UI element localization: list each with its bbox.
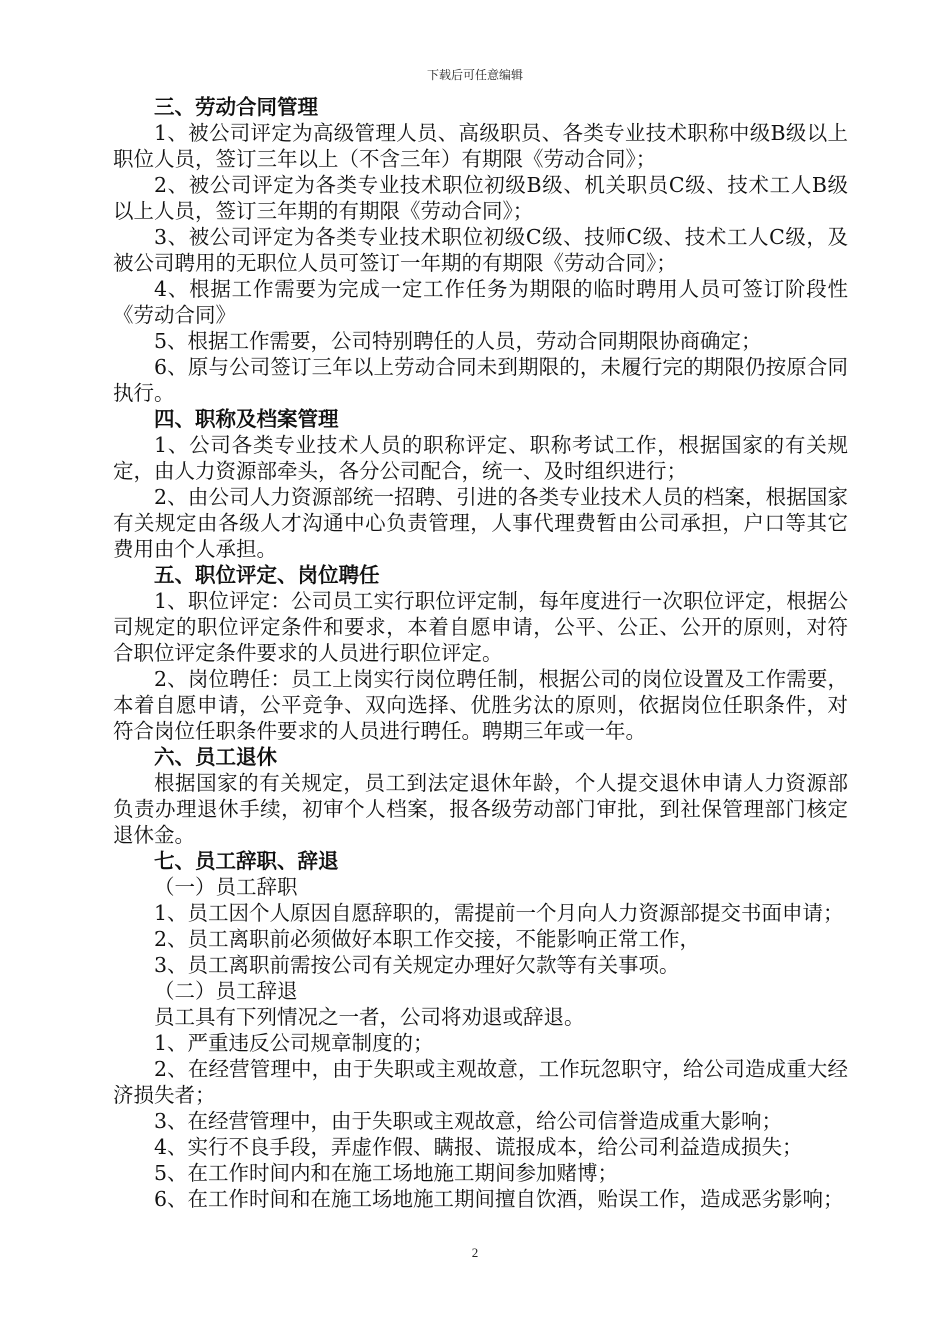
paragraph: 1、公司各类专业技术人员的职称评定、职称考试工作，根据国家的有关规定，由人力资源部牵头，各分公司配合，统一、及时组织进行； [113,433,848,483]
page-header: 下载后可任意编辑 [426,68,523,82]
paragraph: 员工具有下列情况之一者，公司将劝退或辞退。 [154,1005,585,1029]
paragraph: 3、被公司评定为各类专业技术职位初级C级、技师C级、技术工人C级，及被公司聘用的无职位人员可签订一年期的有期限《劳动合同》； [113,225,848,275]
section-title: 七、员工辞职、辞退 [154,849,339,873]
section-title: 六、员工退休 [154,745,277,769]
subsection-title: （二）员工辞退 [154,979,298,1003]
paragraph: 6、在工作时间和在施工场地施工期间擅自饮酒，贻误工作，造成恶劣影响； [154,1187,844,1211]
paragraph: 1、被公司评定为高级管理人员、高级职员、各类专业技术职称中级B级以上职位人员，签订三年以上（不含三年）有期限《劳动合同》； [113,121,848,171]
paragraph: 3、在经营管理中，由于失职或主观故意，给公司信誉造成重大影响； [154,1109,783,1133]
paragraph: 根据国家的有关规定，员工到法定退休年龄，个人提交退休申请人力资源部负责办理退休手续，初审个人档案，报各级劳动部门审批，到社保管理部门核定退休金。 [113,771,848,847]
paragraph: 2、岗位聘任：员工上岗实行岗位聘任制，根据公司的岗位设置及工作需要，本着自愿申请，公平竞争、双向选择、优胜劣汰的原则，依据岗位任职条件，对符合岗位任职条件要求的人员进行聘任。聘期三年或一年。 [113,667,848,743]
section-title: 五、职位评定、岗位聘任 [154,563,380,587]
paragraph: 4、实行不良手段，弄虚作假、瞒报、谎报成本，给公司利益造成损失； [154,1135,803,1159]
paragraph: 2、被公司评定为各类专业技术职位初级B级、机关职员C级、技术工人B级以上人员，签订三年期的有期限《劳动合同》； [113,173,848,223]
section-title: 四、职称及档案管理 [154,407,339,431]
paragraph: 4、根据工作需要为完成一定工作任务为期限的临时聘用人员可签订阶段性《劳动合同》 [113,277,848,327]
subsection-title: （一）员工辞职 [154,875,298,899]
paragraph: 6、原与公司签订三年以上劳动合同未到期限的，未履行完的期限仍按原合同执行。 [113,355,848,405]
paragraph: 2、员工离职前必须做好本职工作交接，不能影响正常工作， [154,927,701,951]
paragraph: 2、由公司人力资源部统一招聘、引进的各类专业技术人员的档案，根据国家有关规定由各级人才沟通中心负责管理，人事代理费暂由公司承担，户口等其它费用由个人承担。 [113,485,848,561]
paragraph: 5、根据工作需要，公司特别聘任的人员，劳动合同期限协商确定； [154,329,762,353]
paragraph: 1、严重违反公司规章制度的； [154,1031,434,1055]
paragraph: 2、在经营管理中，由于失职或主观故意，工作玩忽职守，给公司造成重大经济损失者； [113,1057,848,1107]
paragraph: 1、职位评定：公司员工实行职位评定制，每年度进行一次职位评定，根据公司规定的职位评定条件和要求，本着自愿申请，公平、公正、公开的原则，对符合职位评定条件要求的人员进行职位评定。 [113,589,848,665]
paragraph: 5、在工作时间内和在施工场地施工期间参加赌博； [154,1161,619,1185]
document-body [113,94,848,1212]
section-title: 三、劳动合同管理 [154,95,318,119]
page-number: 2 [471,1245,479,1260]
paragraph: 1、员工因个人原因自愿辞职的，需提前一个月向人力资源部提交书面申请； [154,901,844,925]
paragraph: 3、员工离职前需按公司有关规定办理好欠款等有关事项。 [154,953,680,977]
